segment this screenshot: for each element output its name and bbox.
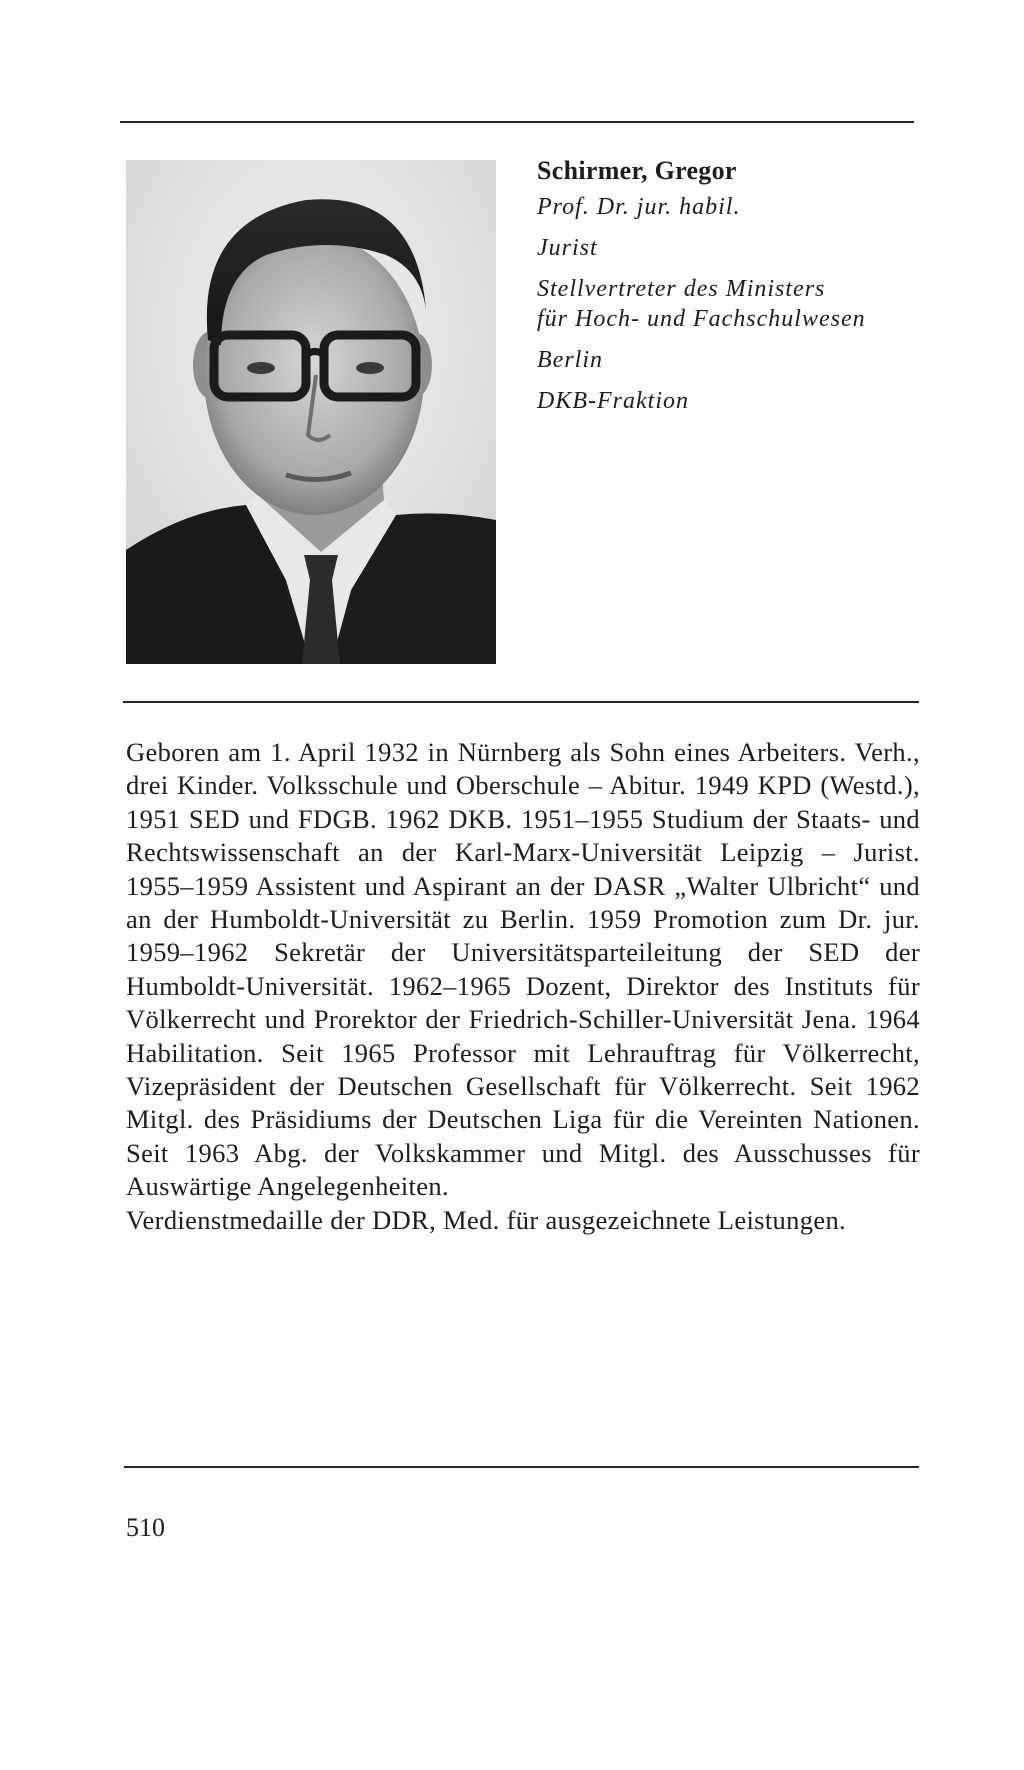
biography-text: Geboren am 1. April 1932 in Nürnberg als Sohn eines Arbeiters. Verh., drei Kinder. Volksschule und Oberschule – Abitur. 1949 KPD (Westd.), 1951 SED und FDGB. 1962 DKB. 1951–1955 Studium der Staats- und Rechtswissenschaft an der Karl-Marx-Universität Leipzig – Jurist. 1955–1959 Assistent und Aspirant an der DASR „Walter Ulbricht“ und an der Humboldt-Universität zu Berlin. 1959 Promotion zum Dr. jur. 1959–1962 Sekretär der Universitätsparteileitung der SED der Humboldt-Universität. 1962–1965 Dozent, Direktor des Instituts für Völkerrecht und Prorektor der Friedrich-Schiller-Universität Jena. 1964 Habilitation. Seit 1965 Professor mit Lehrauftrag für Völkerrecht, Vizepräsident der Deutschen Gesellschaft für Völkerrecht. Seit 1962 Mitgl. des Präsidiums der Deutschen Liga für die Vereinten Nationen. Seit 1963 Abg. der Volkskammer und Mitgl. des Ausschusses für Auswärtige Angelegenheiten. <box>126 737 920 1202</box>
page-number: 510 <box>126 1513 165 1542</box>
top-rule <box>120 121 914 123</box>
academic-title: Prof. Dr. jur. habil. <box>537 194 741 220</box>
position-line-2: für Hoch- und Fachschulwesen <box>537 306 866 332</box>
location: Berlin <box>537 347 603 373</box>
portrait-photo <box>126 160 496 664</box>
faction: DKB-Fraktion <box>537 388 689 414</box>
entry-header <box>537 154 917 427</box>
profession: Jurist <box>537 235 598 261</box>
person-name: Schirmer, Gregor <box>537 156 737 185</box>
awards-text: Verdienstmedaille der DDR, Med. für ausgezeichnete Leistungen. <box>126 1204 847 1235</box>
bottom-rule <box>124 1466 919 1468</box>
biography-section <box>126 736 920 1237</box>
middle-rule <box>123 701 919 703</box>
position-line-1: Stellvertreter des Ministers <box>537 276 826 302</box>
